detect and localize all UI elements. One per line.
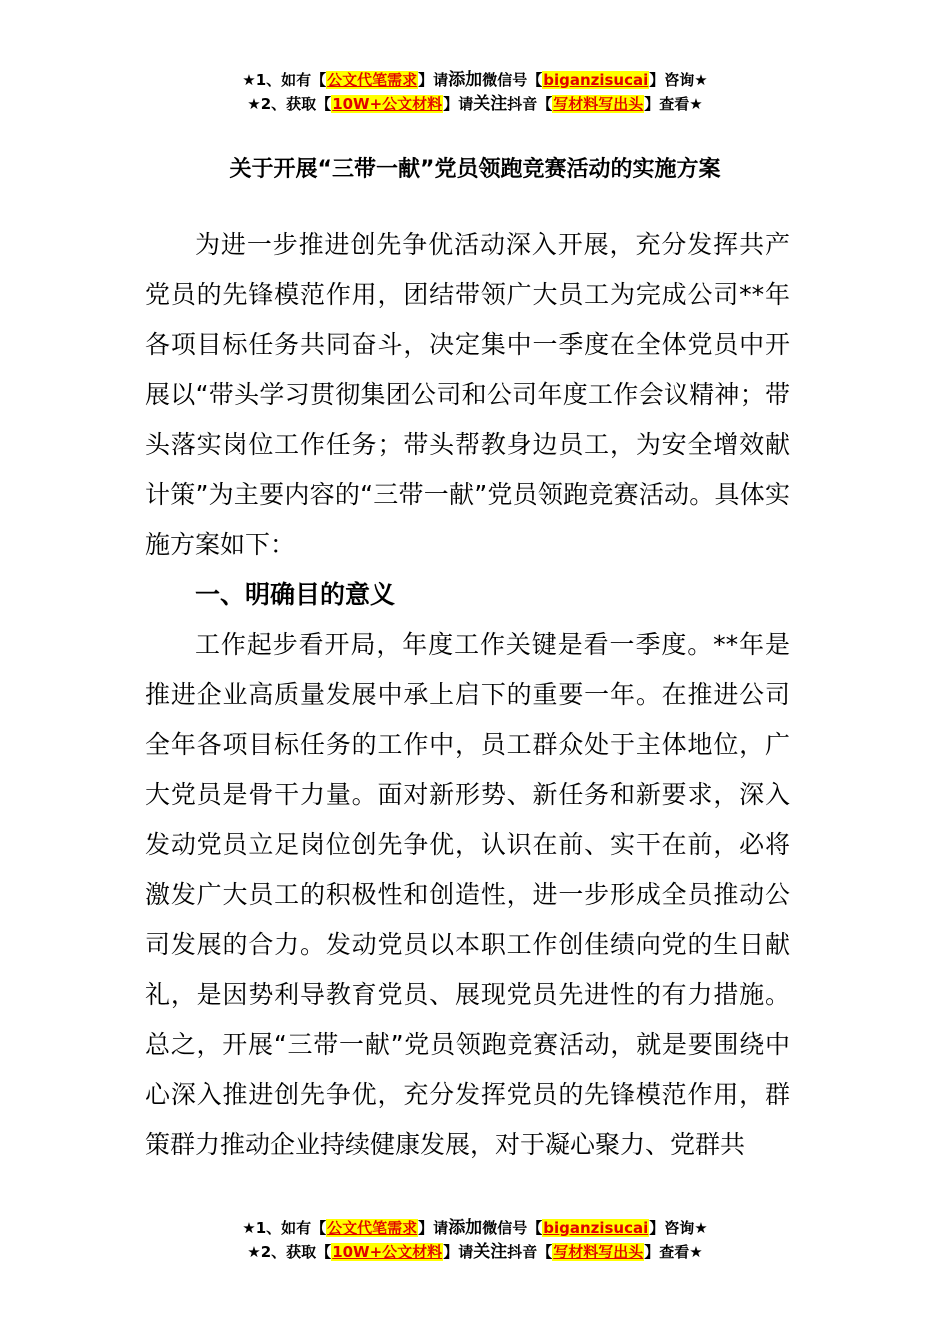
intro-paragraph: 为进一步推进创先争优活动深入开展，充分发挥共产党员的先锋模范作用，团结带领广大员工为完成公司**年各项目标任务共同奋斗，决定集中一季度在全体党员中开展以“带头学习贯彻集团公司和公司年度工作会议精神；带头落实岗位工作任务；带头帮教身边员工，为安全增效献计策”为主要内容的“三带一献”党员领跑竞赛活动。具体实施方案如下： [145,230,790,559]
highlight-wechat-id: biganzisucai [543,71,649,89]
promo-line-1: ★1、如有【公文代笔需求】请添加微信号【biganzisucai】咨询★ [242,70,708,90]
section-paragraph: 工作起步看开局，年度工作关键是看一季度。**年是推进企业高质量发展中承上启下的重要一年。在推进公司全年各项目标任务的工作中，员工群众处于主体地位，广大党员是骨干力量。面对新形势、新任务和新要求，深入发动党员立足岗位创先争优，认识在前、实干在前，必将激发广大员工的积极性和创造性，进一步形成全员推动公司发展的合力。发动党员以本职工作创佳绩向党的生日献礼，是因势利导教育党员、展现党员先进性的有力措施。总之，开展“三带一献”党员领跑竞赛活动，就是要围绕中心深入推进创先争优，充分发挥党员的先锋模范作用，群策群力推动企业持续健康发展，对于凝心聚力、党群共 [145,630,790,1159]
promo-line-2: ★2、获取【10W+公文材料】请关注抖音【写材料写出头】查看★ [247,94,703,114]
highlight-wechat-id: biganzisucai [543,1219,649,1237]
section-heading: 一、明确目的意义 [195,580,396,609]
highlight-service: 公文代笔需求 [327,71,418,89]
promo-line-2: ★2、获取【10W+公文材料】请关注抖音【写材料写出头】查看★ [247,1242,703,1262]
promo-banner-bottom [0,1216,950,1264]
highlight-douyin: 写材料写出头 [553,1243,644,1261]
highlight-douyin: 写材料写出头 [553,95,644,113]
document-body [145,220,790,1170]
promo-line-1: ★1、如有【公文代笔需求】请添加微信号【biganzisucai】咨询★ [242,1218,708,1238]
promo-banner-top [0,68,950,116]
highlight-materials: 10W+公文材料 [332,95,443,113]
highlight-service: 公文代笔需求 [327,1219,418,1237]
document-title: 关于开展“三带一献”党员领跑竞赛活动的实施方案 [229,157,721,182]
highlight-materials: 10W+公文材料 [332,1243,443,1261]
